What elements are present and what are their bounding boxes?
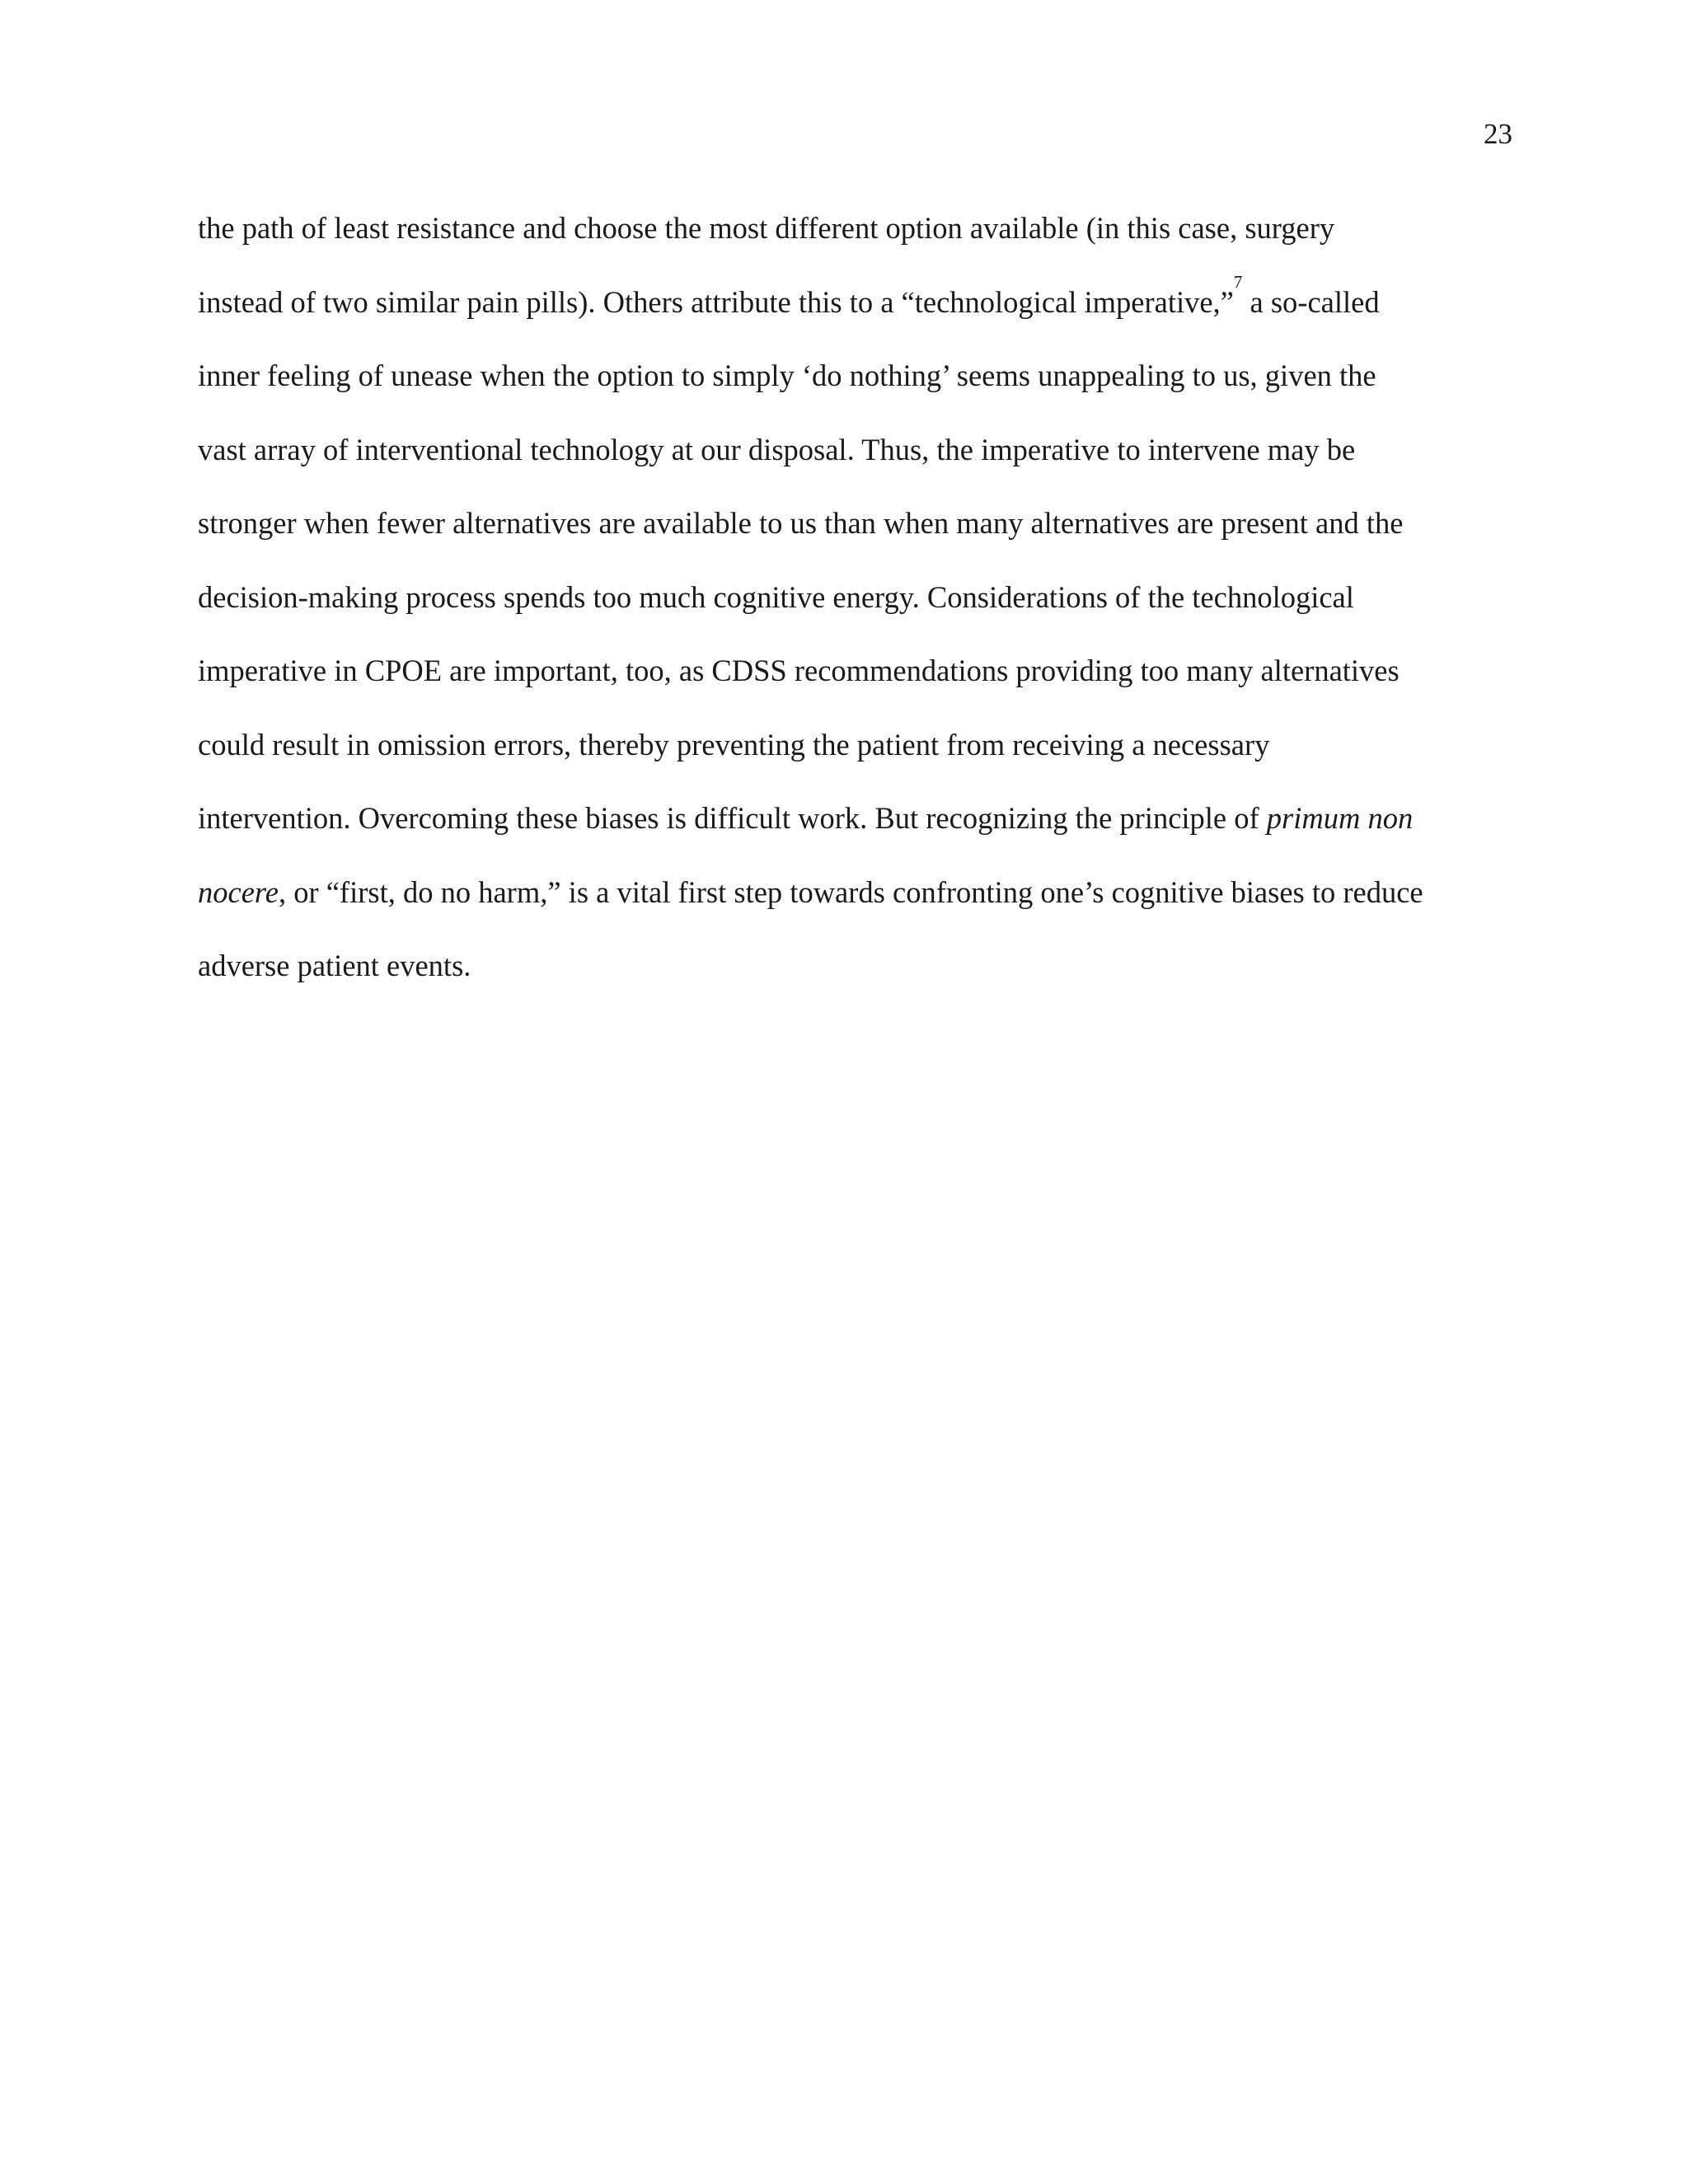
- body-paragraph: [198, 191, 1517, 1003]
- latin-phrase: primum non: [1266, 801, 1414, 835]
- text-line: intervention. Overcoming these biases is difficult work. But recognizing the principle of primum non: [198, 801, 1414, 835]
- text-line: inner feeling of unease when the option to simply ‘do nothing’ seems unappealing to us, given the: [198, 359, 1376, 392]
- text-line: vast array of interventional technology at our disposal. Thus, the imperative to intervene may be: [198, 432, 1356, 466]
- text-line: instead of two similar pain pills). Others attribute this to a “technological imperative,”$^7$ a so-called: [198, 272, 1380, 319]
- text-line: the path of least resistance and choose the most different option available (in this case, surgery: [198, 211, 1335, 245]
- page-number: 23: [1484, 118, 1512, 150]
- text-line: could result in omission errors, thereby preventing the patient from receiving a necessary: [198, 727, 1270, 762]
- latin-phrase: nocere: [198, 874, 279, 909]
- text-line: stronger when fewer alternatives are available to us than when many alternatives are present and the: [198, 506, 1404, 540]
- text-line: adverse patient events.: [198, 949, 471, 982]
- footnote-marker: 7: [1233, 272, 1243, 293]
- text-line: nocere, or “first, do no harm,” is a vital first step towards confronting one’s cognitive biases to reduce: [198, 874, 1423, 909]
- text-line: decision-making process spends too much cognitive energy. Considerations of the technological: [198, 579, 1354, 614]
- text-line: imperative in CPOE are important, too, as CDSS recommendations providing too many alternatives: [198, 654, 1400, 687]
